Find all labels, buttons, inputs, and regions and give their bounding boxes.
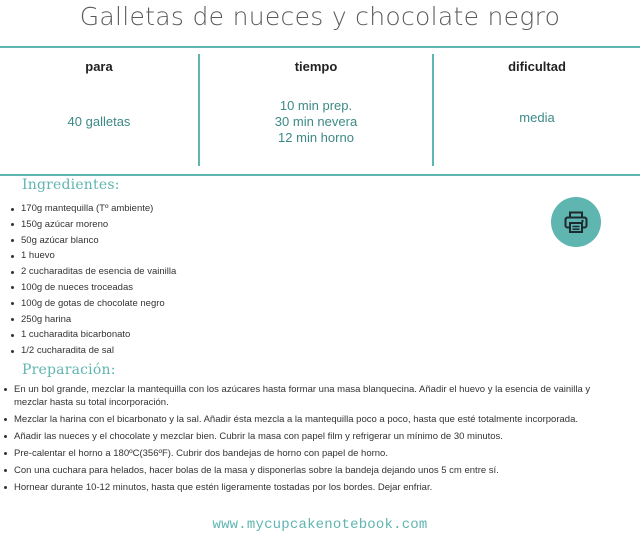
top-divider [0, 46, 640, 48]
ingredient-item: 250g harina [9, 312, 176, 328]
dificultad-label: dificultad [508, 59, 566, 74]
ingredients-list [9, 201, 176, 359]
para-label: para [85, 59, 113, 74]
preparation-step: Hornear durante 10-12 minutos, hasta que estén ligeramente tostadas por los bordes. Dejar enfriar. [2, 481, 614, 494]
tiempo-horno: 12 min horno [278, 130, 354, 145]
preparation-step: Mezclar la harina con el bicarbonato y la sal. Añadir ésta mezcla a la mantequilla poco a poco, hasta que esté totalmente incorporada. [2, 413, 614, 426]
info-dificultad [434, 56, 640, 126]
tiempo-prep: 10 min prep. [279, 98, 353, 113]
ingredient-item: 1 huevo [9, 248, 176, 264]
preparation-step: En un bol grande, mezclar la mantequilla con los azúcares hasta formar una masa blanquecina. Añadir el huevo y la esencia de vainilla y mezclar hasta su total incorporación. [2, 383, 614, 409]
ingredient-item: 1/2 cucharadita de sal [9, 343, 176, 359]
preparation-step: Pre-calentar el horno a 180ºC(356ºF). Cubrir dos bandejas de horno con papel de horno. [2, 447, 614, 460]
tiempo-value [200, 98, 432, 146]
ingredient-item: 1 cucharadita bicarbonato [9, 327, 176, 343]
ingredient-item: 2 cucharaditas de esencia de vainilla [9, 264, 176, 280]
preparation-list [2, 383, 614, 498]
preparation-heading: Preparación: [22, 362, 116, 378]
ingredients-heading: Ingredientes: [22, 177, 120, 193]
ingredient-item: 150g azúcar moreno [9, 217, 176, 233]
printer-icon [564, 210, 588, 234]
tiempo-nevera: 30 min nevera [274, 114, 358, 129]
ingredient-item: 50g azúcar blanco [9, 233, 176, 249]
bottom-divider [0, 174, 640, 176]
website-footer[interactable]: www.mycupcakenotebook.com [212, 517, 428, 533]
recipe-title: Galletas de nueces y chocolate negro [79, 2, 561, 31]
print-button[interactable] [551, 197, 601, 247]
tiempo-label: tiempo [294, 59, 338, 74]
ingredient-item: 170g mantequilla (Tº ambiente) [9, 201, 176, 217]
dificultad-value: media [519, 110, 555, 125]
info-para [0, 56, 198, 130]
ingredient-item: 100g de gotas de chocolate negro [9, 296, 176, 312]
preparation-step: Con una cuchara para helados, hacer bolas de la masa y disponerlas sobre la bandeja dejando unos 5 cm entre sí. [2, 464, 614, 477]
ingredient-item: 100g de nueces troceadas [9, 280, 176, 296]
para-value: 40 galletas [67, 114, 131, 129]
info-tiempo [200, 56, 432, 146]
preparation-step: Añadir las nueces y el chocolate y mezclar bien. Cubrir la masa con papel film y refrigerar un mínimo de 30 minutos. [2, 430, 614, 443]
